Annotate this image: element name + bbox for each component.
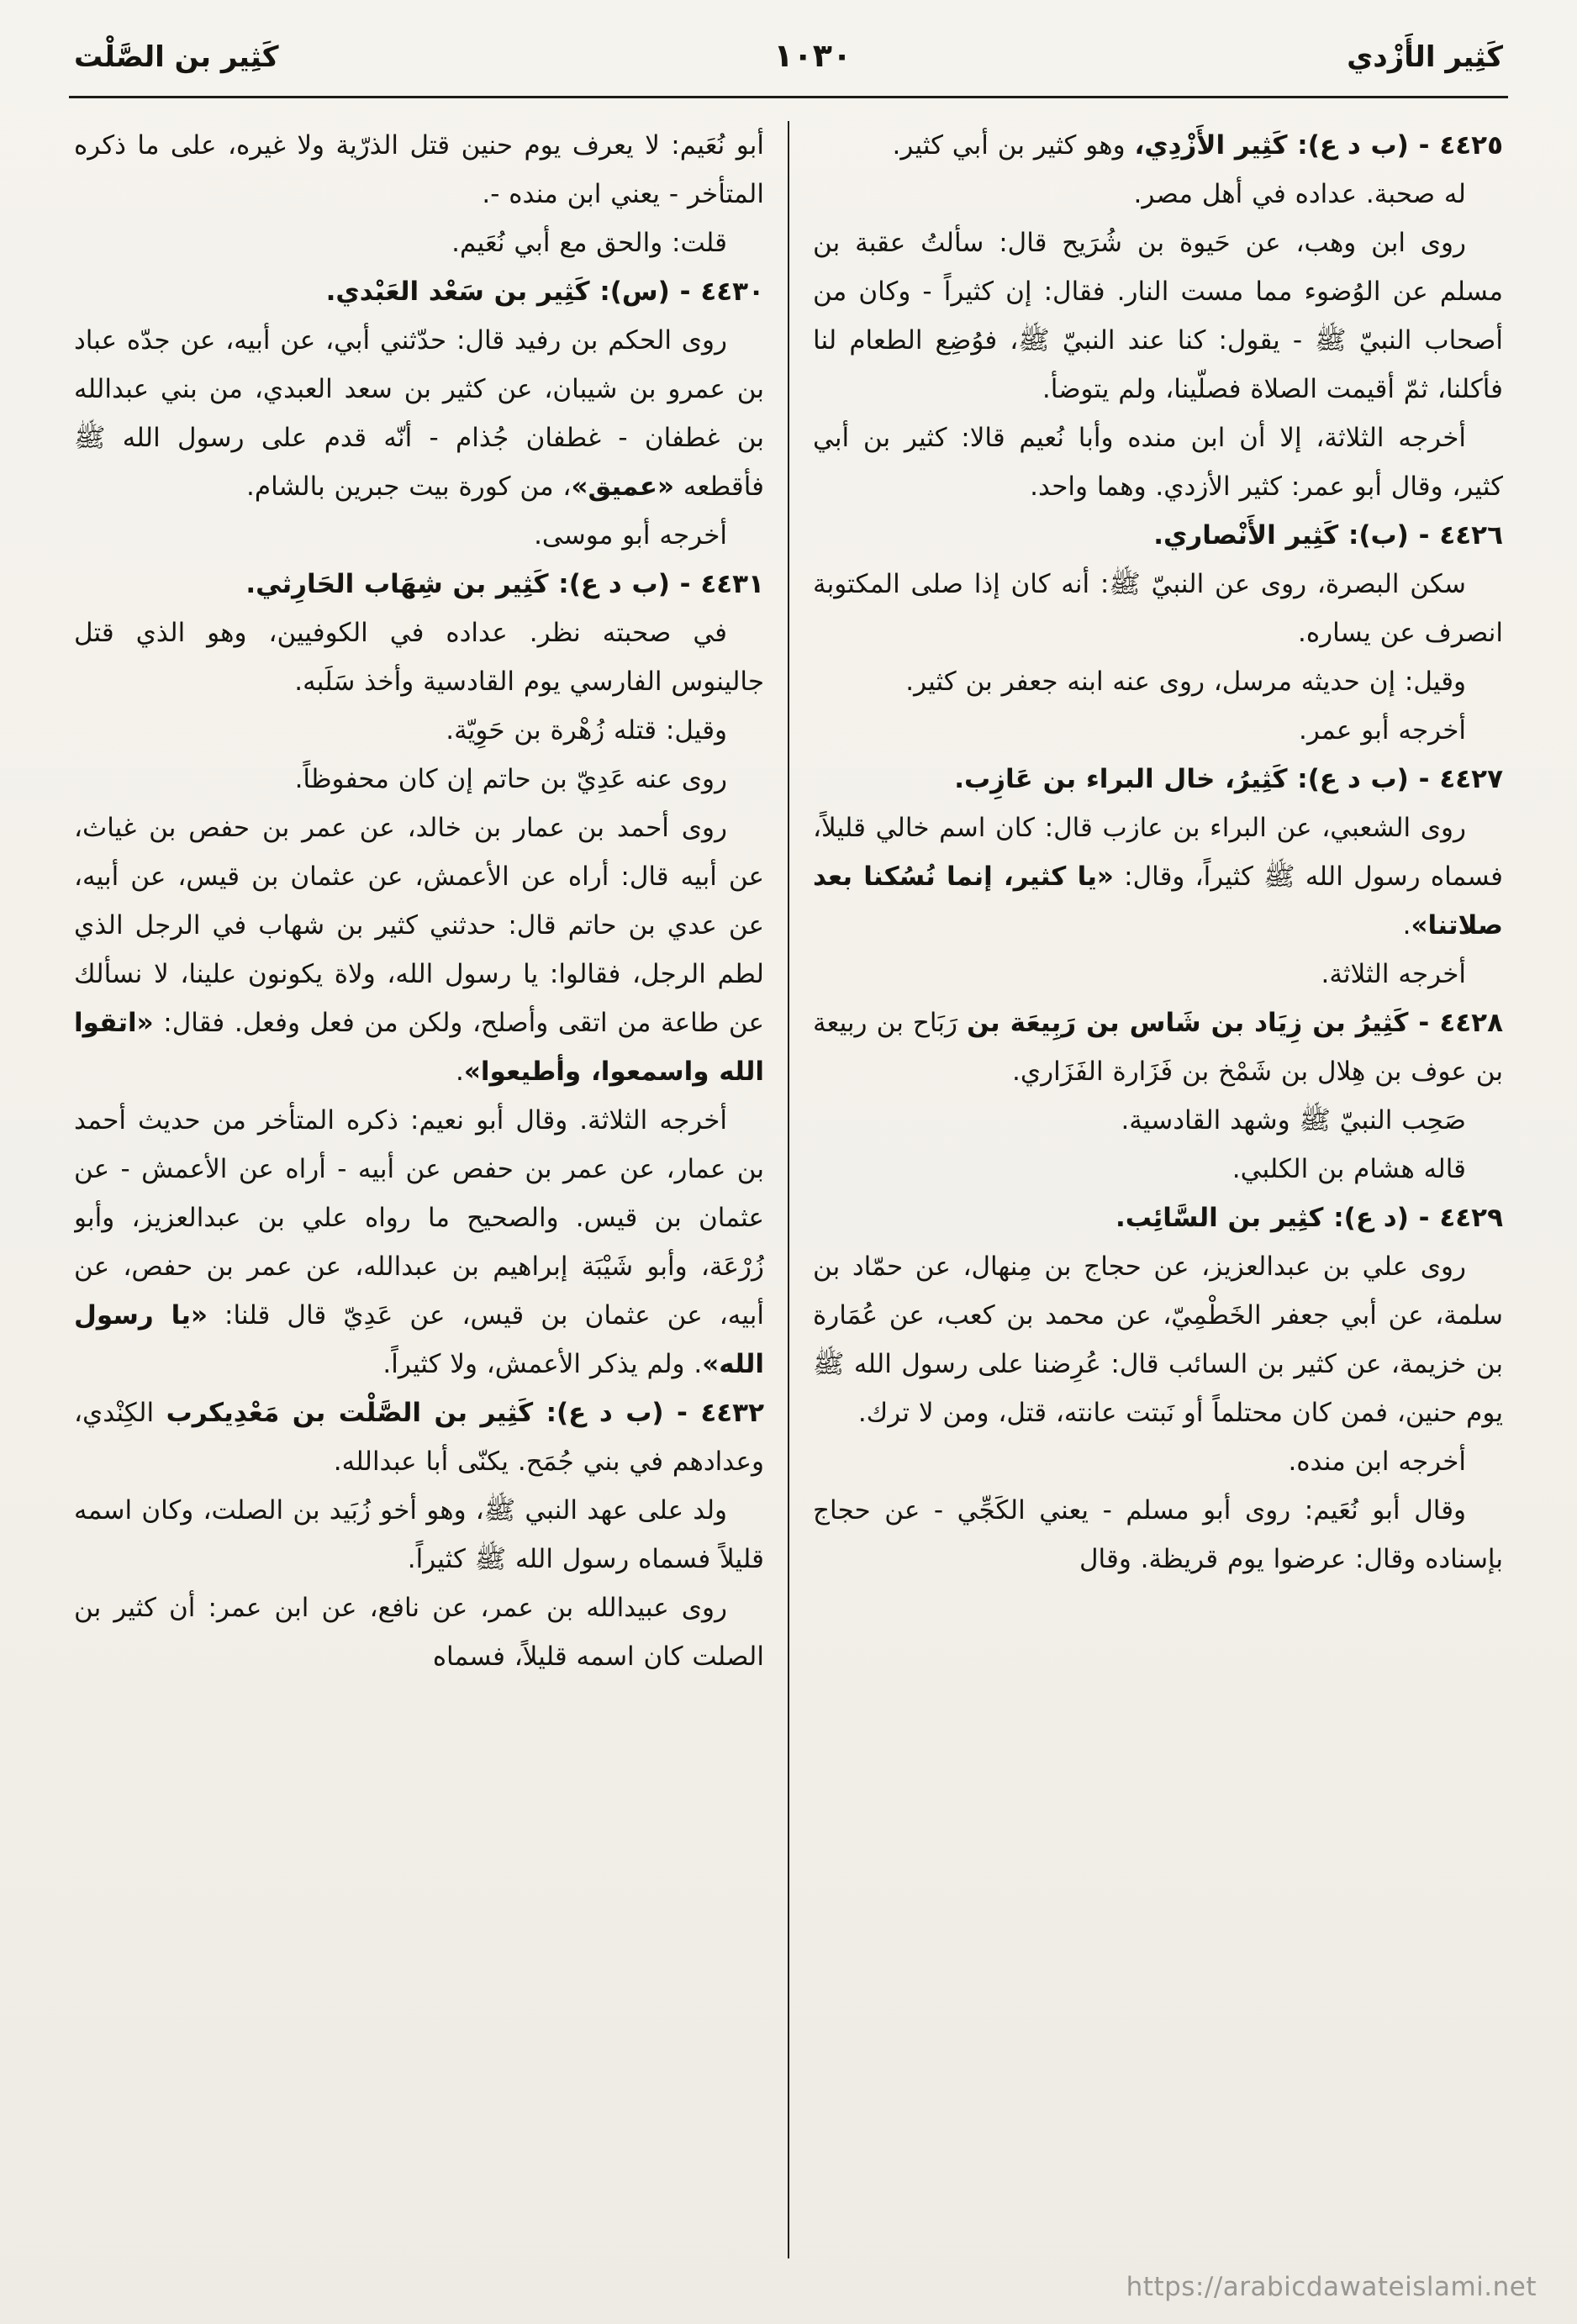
page-header	[74, 37, 1503, 74]
text-run: ٤٤٢٩ - (د ع): كثِير بن السَّائِب.	[1116, 1203, 1503, 1233]
text-run: ولد على عهد النبي ﷺ، وهو أخو زُبَيد بن الصلت، وكان اسمه قليلاً فسماه رسول الله ﷺ كثيراً.	[74, 1495, 764, 1574]
text-run: وقيل: إن حديثه مرسل، روى عنه ابنه جعفر بن كثير.	[905, 667, 1466, 697]
text-run: روى عنه عَدِيّ بن حاتم إن كان محفوظاً.	[294, 764, 727, 794]
paragraph	[813, 950, 1503, 999]
column-right	[813, 121, 1503, 2258]
paragraph	[813, 121, 1503, 170]
text-run: روى أحمد بن عمار بن خالد، عن عمر بن حفص بن غياث، عن أبيه قال: أراه عن الأعمش، عن عثمان بن قيس، عن أبيه، عن عدي بن حاتم قال: حدثني كثير بن شهاب في الرجل الذي لطم الرجل، فقالوا: يا رسول الله، ولاة يكونون علينا، لا نسألك عن طاعة من اتقى وأصلح، ولكن من فعل وفعل. فقال:	[74, 813, 764, 1038]
header-rule	[69, 96, 1508, 98]
text-run: له صحبة. عداده في أهل مصر.	[1133, 179, 1466, 209]
paragraph	[74, 1096, 764, 1389]
text-run: روى ابن وهب، عن حَيوة بن شُرَيح قال: سألتُ عقبة بن مسلم عن الوُضوء مما مست النار. فقال: إن كثيراً - وكان من أصحاب النبيّ ﷺ - يقول: كنا عند النبيّ ﷺ، فوُضِع الطعام لنا فأكلنا، ثمّ أقيمت الصلاة فصلّينا، ولم يتوضأ.	[813, 228, 1503, 404]
text-run: صَحِب النبيّ ﷺ وشهد القادسية.	[1121, 1105, 1466, 1136]
text-run: ٤٤٣١ - (ب د ع): كَثِير بن شِهَاب الحَارِثي.	[245, 569, 764, 599]
text-run: أخرجه الثلاثة، إلا أن ابن منده وأبا نُعيم قالا: كثير بن أبي كثير، وقال أبو عمر: كثير الأزدي. وهما واحد.	[813, 423, 1503, 502]
text-run: ٤٤٢٧ - (ب د ع): كَثِيرُ، خال البراء بن عَازِب.	[954, 764, 1503, 794]
text-run: رَبَاح بن ربيعة بن عوف بن هِلال بن شَمْخ بن فَزَارة الفَزَاري.	[813, 1008, 1503, 1087]
paragraph	[813, 1486, 1503, 1584]
paragraph	[813, 219, 1503, 414]
text-run: أخرجه أبو عمر.	[1298, 715, 1466, 746]
paragraph	[813, 414, 1503, 511]
paragraph	[813, 1145, 1503, 1194]
text-run: «يا كثير، إنما نُسُكنا بعد صلاتنا»	[813, 862, 1503, 941]
column-left	[74, 121, 764, 2258]
paragraph	[813, 560, 1503, 657]
text-run: ٤٤٣٠ - (س): كَثِير بن سَعْد العَبْدي.	[325, 277, 764, 307]
paragraph	[74, 1389, 764, 1486]
paragraph	[813, 804, 1503, 950]
paragraph	[813, 999, 1503, 1096]
text-run: روى الحكم بن رفيد قال: حدّثني أبي، عن أبيه، عن جدّه عباد بن عمرو بن شيبان، عن كثير بن سعد العبدي، من بني عبدالله بن غطفان - غطفان جُذام - أنّه قدم على رسول الله ﷺ فأقطعه	[74, 325, 764, 502]
text-run: «اتقوا الله واسمعوا، وأطيعوا»	[74, 1008, 764, 1087]
text-run: أخرجه الثلاثة.	[1321, 959, 1466, 989]
text-run: ٤٤٢٥ - (ب د ع): كَثِير الأَزْدِي،	[1134, 130, 1503, 161]
paragraph	[813, 1194, 1503, 1242]
paragraph	[74, 219, 764, 267]
text-run: الكِنْدي، وعدادهم في بني جُمَح. يكنّى أبا عبدالله.	[74, 1398, 764, 1477]
text-run: في صحبته نظر. عداده في الكوفيين، وهو الذي قتل جالينوس الفارسي يوم القادسية وأخذ سَلَبه.	[74, 618, 764, 697]
text-run: . ولم يذكر الأعمش، ولا كثيراً.	[382, 1349, 703, 1379]
paragraph	[813, 755, 1503, 804]
paragraph	[74, 511, 764, 560]
text-run: روى الشعبي، عن البراء بن عازب قال: كان اسم خالي قليلاً، فسماه رسول الله ﷺ كثيراً، وقال:	[813, 813, 1503, 892]
text-run: قاله هشام بن الكلبي.	[1232, 1154, 1466, 1184]
text-run: ، من كورة بيت جبرين بالشام.	[246, 472, 572, 502]
paragraph	[74, 267, 764, 316]
watermark-url: https://arabicdawateislami.net	[1126, 2272, 1537, 2302]
text-run: ٤٤٢٦ - (ب): كَثِير الأَنْصاري.	[1153, 520, 1503, 551]
paragraph	[813, 657, 1503, 706]
paragraph	[813, 1242, 1503, 1437]
text-columns	[74, 121, 1503, 2258]
paragraph	[813, 706, 1503, 755]
text-run: «يا رسول الله»	[74, 1300, 764, 1379]
page-number: ١٠٣٠	[773, 37, 852, 74]
text-run: أخرجه أبو موسى.	[534, 520, 727, 551]
text-run: روى علي بن عبدالعزيز، عن حجاج بن مِنهال، عن حمّاد بن سلمة، عن أبي جعفر الخَطْمِيّ، عن محمد بن كعب، عن عُمَارة بن خزيمة، عن كثير بن السائب قال: عُرِضنا على رسول الله ﷺ يوم حنين، فمن كان محتلماً أو نَبتت عانته، قتل، ومن لا ترك.	[813, 1252, 1503, 1428]
paragraph	[813, 1437, 1503, 1486]
running-head-right: كَثِير الأَزْدي	[1347, 40, 1503, 74]
text-run: «عميق»	[571, 472, 675, 502]
text-run: قلت: والحق مع أبي نُعَيم.	[451, 228, 727, 258]
text-run: .	[1402, 910, 1411, 941]
text-run: وقيل: قتله زُهْرة بن حَوِيّة.	[446, 715, 727, 746]
paragraph	[74, 121, 764, 219]
paragraph	[74, 804, 764, 1096]
text-run: ٤٤٢٨ - كَثِيرُ بن زِيَاد بن شَاس بن رَبِيعَة بن	[967, 1008, 1503, 1038]
paragraph	[74, 706, 764, 755]
paragraph	[813, 170, 1503, 219]
paragraph	[74, 609, 764, 706]
text-run: أخرجه ابن منده.	[1288, 1447, 1466, 1477]
paragraph	[74, 560, 764, 609]
running-head-left: كَثِير بن الصَّلْت	[74, 40, 279, 74]
paragraph	[813, 511, 1503, 560]
text-run: ٤٤٣٢ - (ب د ع): كَثِير بن الصَّلْت بن مَعْدِيكرب	[166, 1398, 764, 1428]
column-divider	[788, 121, 789, 2258]
text-run: أبو نُعَيم: لا يعرف يوم حنين قتل الذرّية ولا غيره، على ما ذكره المتأخر - يعني ابن منده -.	[74, 130, 764, 209]
paragraph	[813, 1096, 1503, 1145]
text-run: أخرجه الثلاثة. وقال أبو نعيم: ذكره المتأخر من حديث أحمد بن عمار، عن عمر بن حفص عن أبيه - أراه عن الأعمش - عن عثمان بن قيس. والصحيح ما رواه علي بن عبدالعزيز، وأبو زُرْعَة، وأبو شَيْبَة إبراهيم بن عبدالله، عن عمر بن حفص، عن أبيه، عن عثمان بن قيس، عن عَدِيّ قال قلنا:	[74, 1105, 764, 1331]
text-run: وقال أبو نُعَيم: روى أبو مسلم - يعني الكَجِّي - عن حجاج بإسناده وقال: عرضوا يوم قريظة. وقال	[813, 1495, 1503, 1574]
paragraph	[74, 1584, 764, 1681]
text-run: وهو كثير بن أبي كثير.	[892, 130, 1135, 161]
paragraph	[74, 755, 764, 804]
paragraph	[74, 1486, 764, 1584]
text-run: سكن البصرة، روى عن النبيّ ﷺ: أنه كان إذا صلى المكتوبة انصرف عن يساره.	[813, 569, 1503, 648]
text-run: روى عبيدالله بن عمر، عن نافع، عن ابن عمر: أن كثير بن الصلت كان اسمه قليلاً، فسماه	[74, 1593, 764, 1672]
text-run: .	[456, 1057, 464, 1087]
paragraph	[74, 316, 764, 511]
